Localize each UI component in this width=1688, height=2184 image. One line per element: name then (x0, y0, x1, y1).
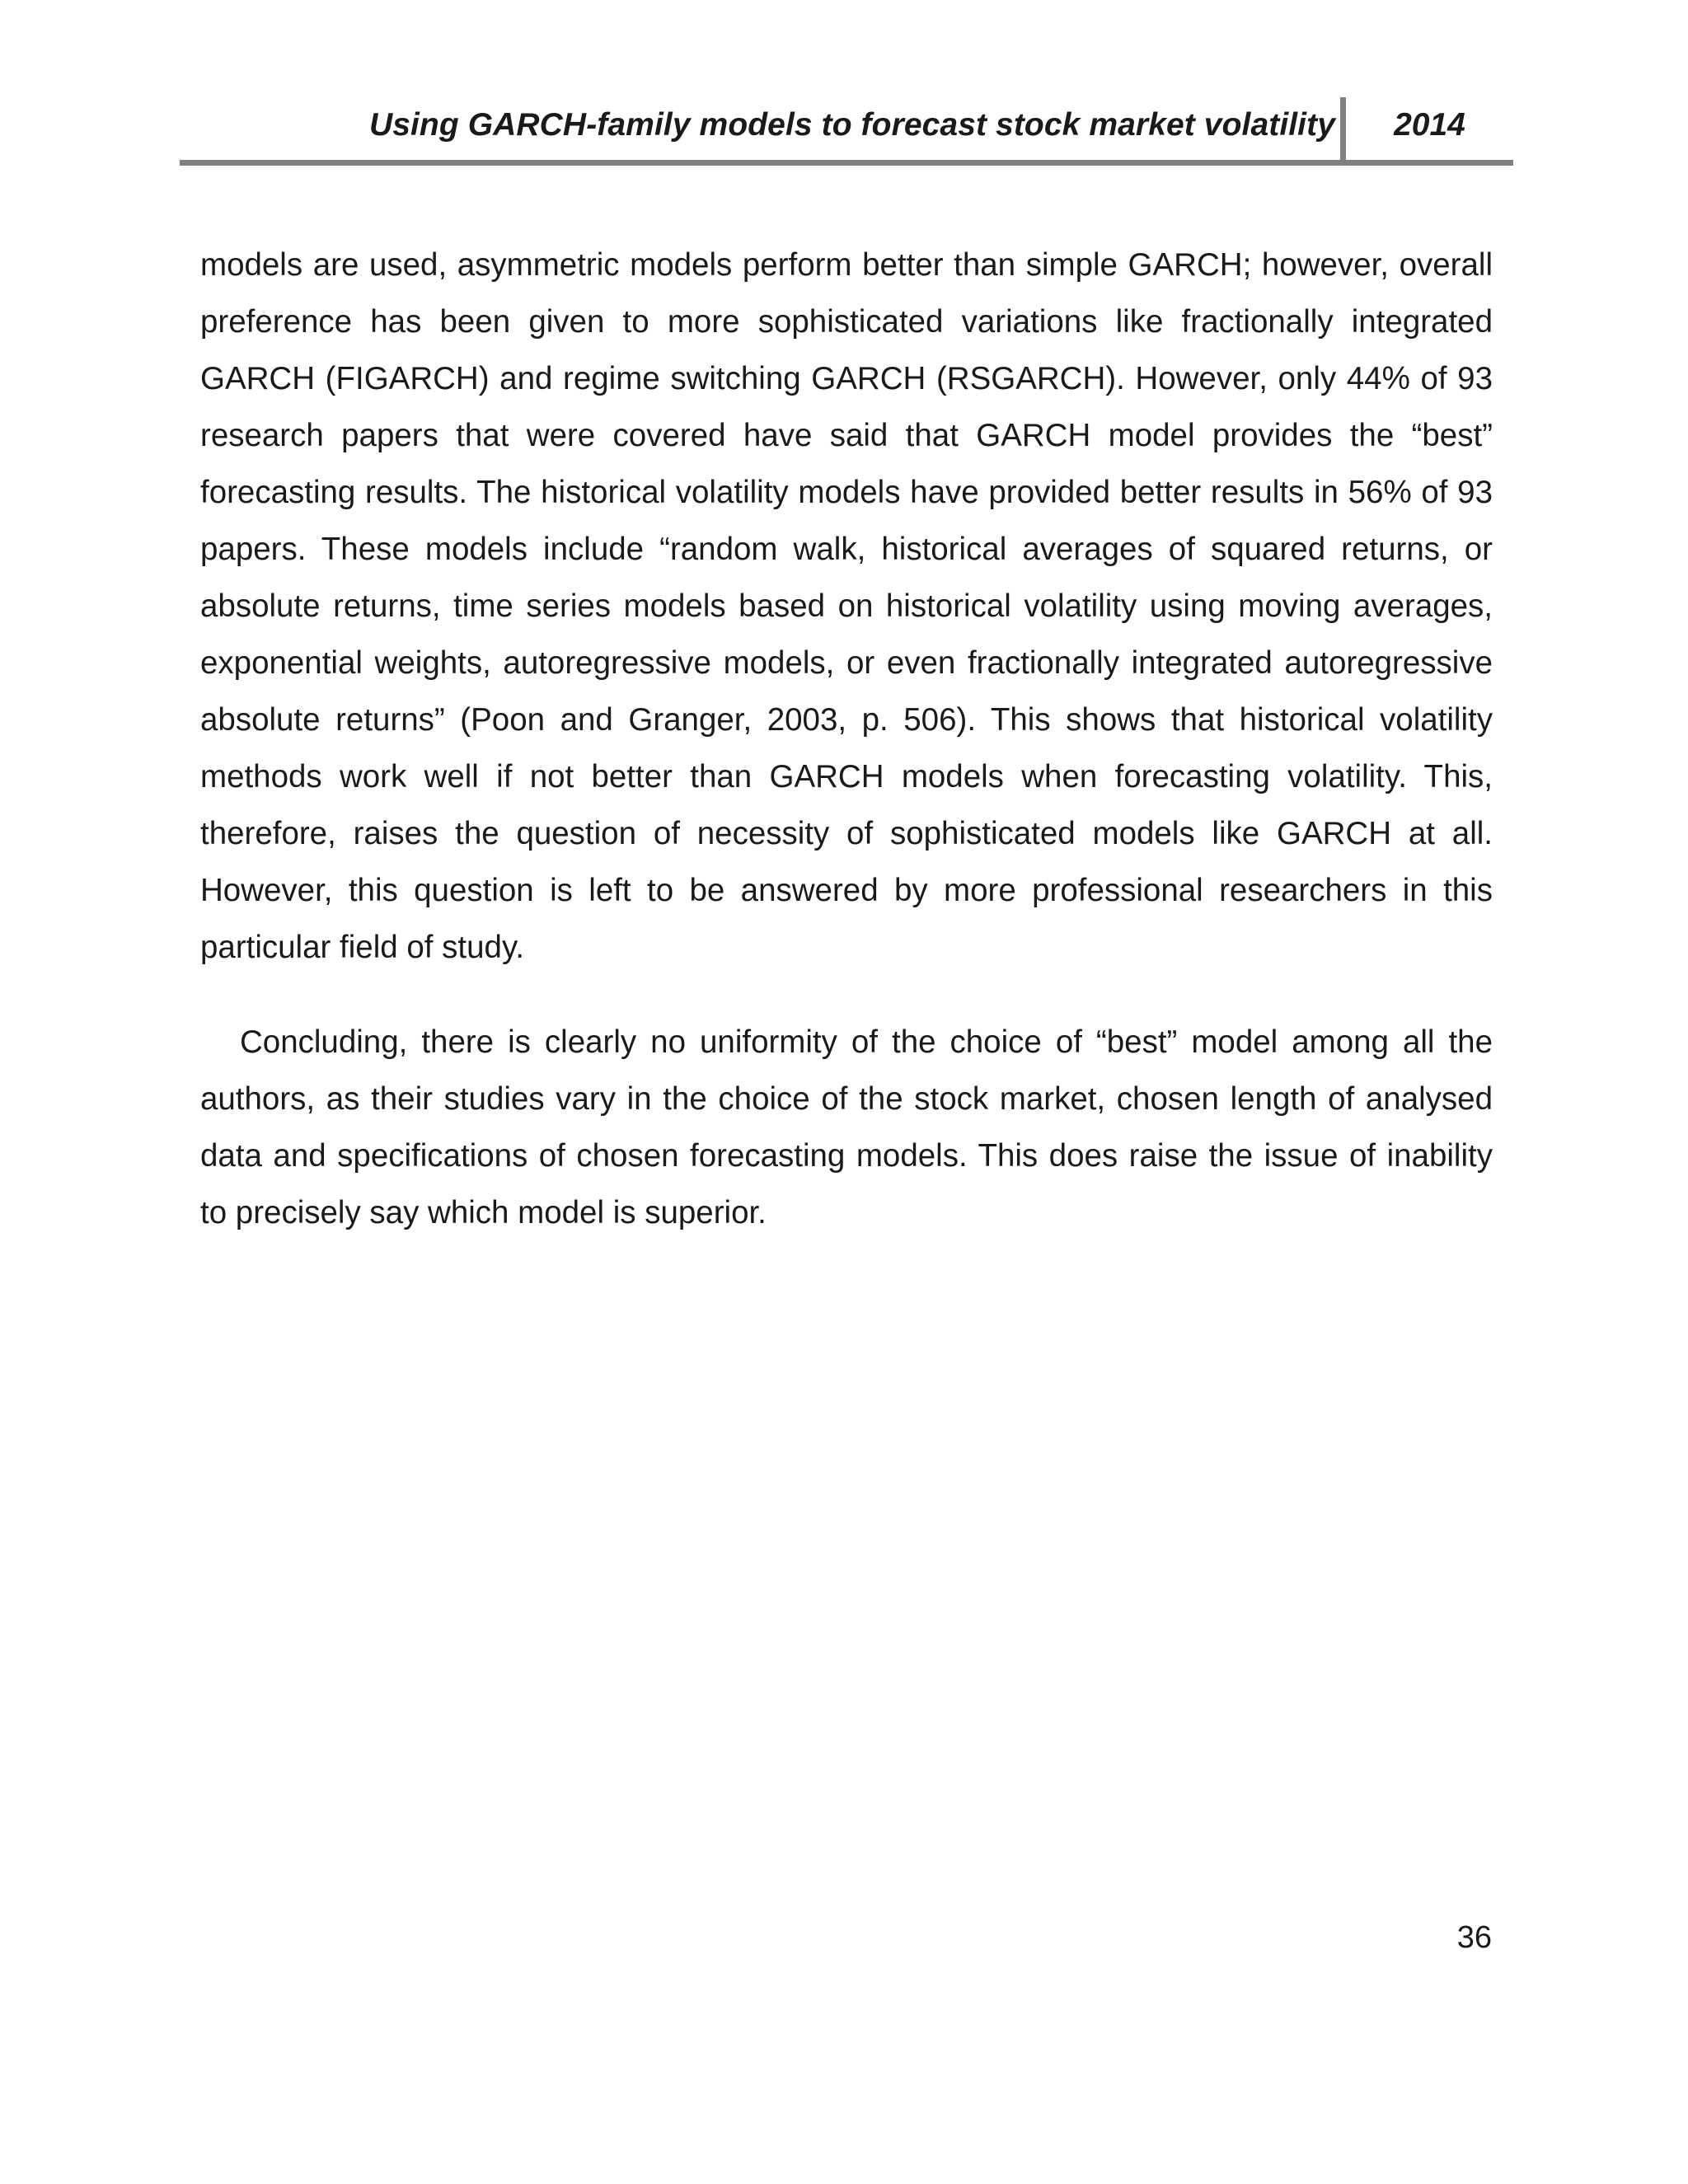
paragraph: models are used, asymmetric models perform better than simple GARCH; however, overall preference has been given to more sophisticated variations like fractionally integrated GARCH (FIGARCH) and regime switching GARCH (RSGARCH). However, only 44% of 93 research papers that were covered have said that GARCH model provides the “best” forecasting results. The historical volatility models have provided better results in 56% of 93 papers. These models include “random walk, historical averages of squared returns, or absolute returns, time series models based on historical volatility using moving averages, exponential weights, autoregressive models, or even fractionally integrated autoregressive absolute returns” (Poon and Granger, 2003, p. 506). This shows that historical volatility methods work well if not better than GARCH models when forecasting volatility. This, therefore, raises the question of necessity of sophisticated models like GARCH at all. However, this question is left to be answered by more professional researchers in this particular field of study. (200, 247, 1493, 965)
header-year: 2014 (1394, 107, 1465, 143)
body-text (200, 237, 1493, 1241)
page-number: 36 (1456, 1920, 1492, 1955)
paragraph: Concluding, there is clearly no uniformity of the choice of “best” model among all the authors, as their studies vary in the choice of the stock market, chosen length of analysed data and specifications of chosen forecasting models. This does raise the issue of inability to precisely say which model is superior. (200, 1024, 1493, 1230)
running-header (180, 97, 1513, 162)
header-separator (1340, 97, 1346, 162)
header-title: Using GARCH-family models to forecast stock market volatility (368, 107, 1335, 143)
header-rule (180, 160, 1513, 166)
